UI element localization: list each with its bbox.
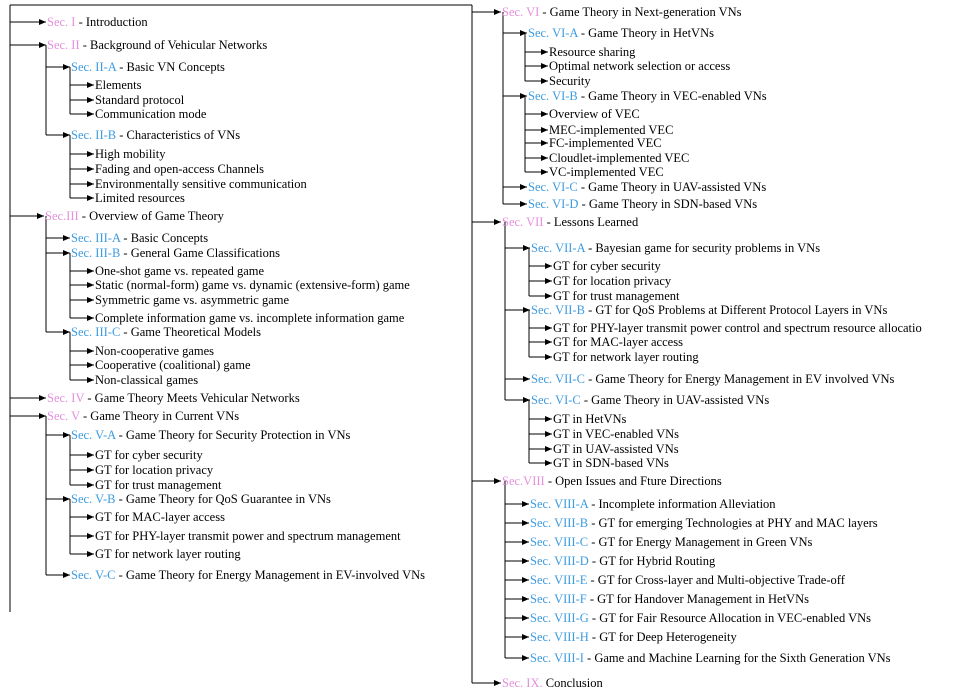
node-label: - Open Issues and Fture Directions [544, 474, 722, 488]
node-sec8a [530, 497, 776, 511]
node-label: - GT for QoS Problems at Different Protocol Layers in VNs [584, 303, 888, 317]
node-label: - Incomplete information Alleviation [588, 497, 776, 511]
node-label: - General Game Classifications [120, 246, 280, 260]
node-sec8i [530, 651, 891, 665]
node-label: Static (normal-form) game vs. dynamic (extensive-form) game [95, 278, 410, 292]
node-sec6b [528, 89, 767, 103]
node-label: - Lessons Learned [543, 215, 639, 229]
node-envsens [95, 177, 307, 191]
node-sec3c [71, 325, 261, 339]
node-label: GT in VEC-enabled VNs [553, 427, 680, 441]
node-label: MEC-implemented VEC [549, 123, 674, 137]
node-nonclass [95, 373, 198, 387]
section-number: Sec. VIII-C [530, 535, 589, 549]
node-ressharing [549, 45, 635, 59]
node-label: GT for location privacy [553, 274, 672, 288]
node-label: GT for trust management [95, 478, 222, 492]
node-sec5c [71, 568, 425, 582]
node-label: - GT for emerging Technologies at PHY and MAC layers [588, 516, 878, 530]
section-number: Sec. VIII-H [530, 630, 589, 644]
node-sec6c [528, 180, 766, 194]
node-sec1 [47, 15, 148, 29]
node-label: - Game and Machine Learning for the Sixth Generation VNs [583, 651, 891, 665]
node-label: FC-implemented VEC [549, 136, 662, 150]
node-cloudvec [549, 151, 689, 165]
node-label: Overview of VEC [549, 107, 640, 121]
node-label: GT for PHY-layer transmit power and spectrum management [95, 529, 401, 543]
node-label: - Introduction [75, 15, 148, 29]
section-number: Sec. I [47, 15, 76, 29]
node-label: - Basic Concepts [120, 231, 209, 245]
node-label: Non-cooperative games [95, 344, 215, 358]
node-limres [95, 191, 185, 205]
node-label: - GT for Cross-layer and Multi-objective Trade-off [587, 573, 845, 587]
node-label: Limited resources [95, 191, 185, 205]
node-label: GT for network layer routing [95, 547, 241, 561]
node-complete [95, 311, 404, 325]
node-label: Optimal network selection or access [549, 59, 731, 73]
node-label: VC-implemented VEC [549, 165, 664, 179]
node-sec3a [71, 231, 208, 245]
node-label: - GT for Energy Management in Green VNs [588, 535, 813, 549]
node-v_phy [95, 529, 401, 543]
node-label: - Basic VN Concepts [116, 60, 225, 74]
node-label: - Game Theory in UAV-assisted VNs [580, 393, 770, 407]
node-sec7d [531, 393, 769, 407]
node-sec6a [528, 26, 714, 40]
node-label: Fading and open-access Channels [95, 162, 265, 176]
node-label: Security [549, 74, 591, 88]
node-vcvec [549, 165, 664, 179]
node-label: GT in UAV-assisted VNs [553, 442, 679, 456]
node-label: Cloudlet-implemented VEC [549, 151, 690, 165]
node-label: - Game Theory in HetVNs [577, 26, 714, 40]
node-label: Cooperative (coalitional) game [95, 358, 251, 372]
node-elements [95, 78, 142, 92]
section-number: Sec. II-A [71, 60, 117, 74]
section-number: Sec. VII-A [531, 241, 585, 255]
node-label: GT in HetVNs [553, 412, 627, 426]
section-number: Sec.VIII [502, 474, 545, 488]
node-sec2b [71, 128, 240, 142]
node-sec8d [530, 554, 715, 568]
node-mecvec [549, 123, 673, 137]
node-oneshot [95, 264, 264, 278]
section-number: Sec. II [47, 38, 80, 52]
node-g_vec [553, 427, 679, 441]
node-fcvec [549, 136, 662, 150]
node-label: - Game Theory in UAV-assisted VNs [577, 180, 767, 194]
node-label: - GT for Deep Heterogeneity [588, 630, 737, 644]
node-label: - GT for Hybrid Routing [588, 554, 716, 568]
node-label: GT for MAC-layer access [95, 510, 225, 524]
node-label: - Game Theory in Current VNs [79, 409, 240, 423]
node-label: GT for cyber security [95, 448, 203, 462]
section-number: Sec. III-B [71, 246, 121, 260]
node-label: GT for MAC-layer access [553, 335, 683, 349]
node-g_uav [553, 442, 679, 456]
node-symm [95, 293, 289, 307]
node-sec2a [71, 60, 225, 74]
section-number: Sec. VIII-A [530, 497, 589, 511]
node-sec6d [528, 197, 757, 211]
node-sec8e [530, 573, 845, 587]
section-number: Sec. VIII-G [530, 611, 589, 625]
node-sec8 [502, 474, 722, 488]
node-label: - GT for Fair Resource Allocation in VEC-enabled VNs [588, 611, 872, 625]
node-label: Resource sharing [549, 45, 636, 59]
node-label: GT for PHY-layer transmit power control and spectrum resource allocatio [553, 321, 922, 335]
node-ovvec [549, 107, 640, 121]
node-sec8b [530, 516, 878, 530]
section-number: Sec. II-B [71, 128, 117, 142]
node-sec5b [71, 492, 331, 506]
node-label: Elements [95, 78, 142, 92]
section-number: Sec. III-C [71, 325, 121, 339]
node-l_mac [553, 335, 683, 349]
section-number: Sec.III [45, 209, 79, 223]
node-sec7b [531, 303, 887, 317]
section-number: Sec. IV [47, 391, 85, 405]
section-number: Sec. VIII-B [530, 516, 589, 530]
node-sec9 [502, 676, 603, 690]
node-label: Conclusion [542, 676, 603, 690]
node-g_het [553, 412, 626, 426]
node-label: Environmentally sensitive communication [95, 177, 307, 191]
node-label: GT for trust management [553, 289, 680, 303]
node-label: - Game Theory for Energy Management in EV-involved VNs [115, 568, 425, 582]
node-label: - Game Theory for Energy Management in EV involved VNs [584, 372, 895, 386]
node-stdproto [95, 93, 184, 107]
node-label: One-shot game vs. repeated game [95, 264, 265, 278]
node-label: - Game Theory Meets Vehicular Networks [84, 391, 300, 405]
node-label: Non-classical games [95, 373, 199, 387]
section-number: Sec. VIII-I [530, 651, 584, 665]
node-v_mac [95, 510, 225, 524]
node-l_trust [553, 289, 679, 303]
node-label: - Game Theory in Next-generation VNs [539, 5, 742, 19]
node-optnet [549, 59, 730, 73]
node-label: GT for location privacy [95, 463, 214, 477]
node-sec8h [530, 630, 737, 644]
node-label: - Bayesian game for security problems in VNs [584, 241, 821, 255]
node-label: - Game Theory for QoS Guarantee in VNs [115, 492, 331, 506]
node-label: Communication mode [95, 107, 207, 121]
section-number: Sec. VII [502, 215, 544, 229]
node-label: - GT for Handover Management in HetVNs [586, 592, 809, 606]
section-number: Sec. VI-C [531, 393, 581, 407]
section-number: Sec. V-A [71, 428, 116, 442]
section-number: Sec. VI-D [528, 197, 579, 211]
node-label: Standard protocol [95, 93, 185, 107]
node-l_locpriv [553, 274, 671, 288]
node-g_sdn [553, 456, 669, 470]
node-v_netroute [95, 547, 241, 561]
node-sec6 [502, 5, 742, 19]
section-number: Sec. VI-B [528, 89, 578, 103]
section-number: Sec. VI [502, 5, 540, 19]
node-label: - Game Theoretical Models [120, 325, 261, 339]
node-sec7 [502, 215, 638, 229]
node-label: High mobility [95, 147, 166, 161]
node-l_phy [553, 321, 922, 335]
node-label: GT in SDN-based VNs [553, 456, 669, 470]
node-label: - Background of Vehicular Networks [79, 38, 268, 52]
section-number: Sec. VIII-D [530, 554, 589, 568]
section-number: Sec. V [47, 409, 80, 423]
section-number: Sec. V-B [71, 492, 116, 506]
node-label: GT for network layer routing [553, 350, 699, 364]
section-number: Sec. VII-B [531, 303, 585, 317]
node-label: - Game Theory in VEC-enabled VNs [577, 89, 767, 103]
section-number: Sec. VIII-E [530, 573, 588, 587]
node-label: - Game Theory for Security Protection in VNs [115, 428, 351, 442]
node-l_netroute [553, 350, 699, 364]
node-label: - Overview of Game Theory [78, 209, 224, 223]
node-sec4 [47, 391, 300, 405]
node-label: Symmetric game vs. asymmetric game [95, 293, 290, 307]
node-security [549, 74, 591, 88]
node-static [95, 278, 410, 292]
node-sec8f [530, 592, 809, 606]
node-v_locpriv [95, 463, 213, 477]
node-label: GT for cyber security [553, 259, 661, 273]
section-number: Sec. III-A [71, 231, 121, 245]
node-sec7c [531, 372, 894, 386]
node-noncoop [95, 344, 214, 358]
section-number: Sec. IX. [502, 676, 543, 690]
section-number: Sec. VIII-F [530, 592, 587, 606]
node-coop [95, 358, 251, 372]
node-commmode [95, 107, 206, 121]
node-sec7a [531, 241, 820, 255]
section-number: Sec. VI-A [528, 26, 578, 40]
node-label: Complete information game vs. incomplete information game [95, 311, 405, 325]
node-sec5a [71, 428, 350, 442]
node-v_cyber [95, 448, 203, 462]
node-label: - Game Theory in SDN-based VNs [578, 197, 758, 211]
node-sec2 [47, 38, 267, 52]
section-number: Sec. VI-C [528, 180, 578, 194]
node-sec8c [530, 535, 812, 549]
node-l_cyber [553, 259, 661, 273]
node-v_trust [95, 478, 221, 492]
node-sec3 [45, 209, 224, 223]
section-number: Sec. VII-C [531, 372, 585, 386]
section-number: Sec. V-C [71, 568, 116, 582]
node-sec3b [71, 246, 280, 260]
node-highmob [95, 147, 166, 161]
node-label: - Characteristics of VNs [116, 128, 241, 142]
node-sec8g [530, 611, 871, 625]
node-sec5 [47, 409, 239, 423]
node-fading [95, 162, 264, 176]
